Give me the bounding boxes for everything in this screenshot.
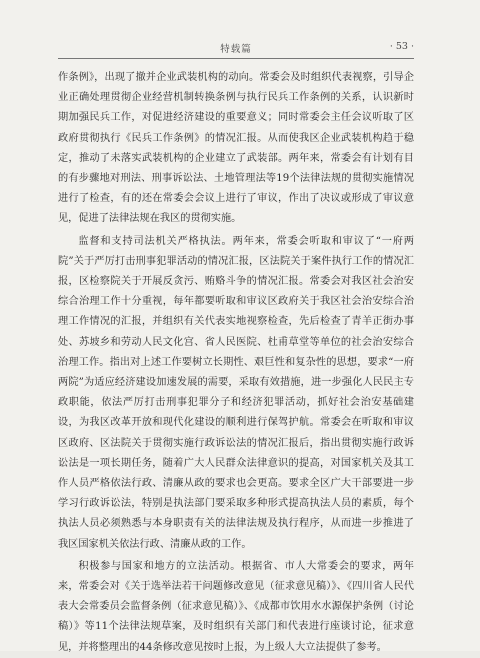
body-text [58,68,414,658]
section-title: 特载篇 [220,44,252,55]
page-number: · 53 · [389,41,414,52]
running-header [58,38,414,59]
paragraph-judicial-oversight: 监督和支持司法机关严格执法。两年来，常委会听取和审议了“一府两院”关于严厉打击刑事犯罪活动的情况汇报，区法院关于案件执行工作的情况汇报，区检察院关于开展反贪污、贿赂斗争的情况汇报。常委会对我区社会治安综合治理工作十分重视，每年都要听取和审议区政府关于我区社会治安综合治理工作情况的汇报，并组织有关代表实地视察检查，先后检查了青羊正街办事处、苏坡乡和劳动人民文化宫、省人民医院、杜甫草堂等单位的社会治安综合治理工作。指出对上述工作要树立长期性、艰巨性和复杂性的思想，要求“一府两院”为适应经济建设加速发展的需要，采取有效措施，进一步强化人民民主专政职能，依法严厉打击刑事犯罪分子和经济犯罪活动，抓好社会治安基础建设，为我区改革开放和现代化建设的顺利进行保驾护航。常委会在听取和审议区政府、区法院关于贯彻实施行政诉讼法的情况汇报后，指出贯彻实施行政诉讼法是一项长期任务，随着广大人民群众法律意识的提高，对国家机关及其工作人员严格依法行政、清廉从政的要求也会更高。要求全区广大干部要进一步学习行政诉讼法，特别是执法部门要采取多种形式提高执法人员的素质，每个执法人员必须熟悉与本身职责有关的法律法规及执行程序，从而进一步推进了我区国家机关依法行政、清廉从政的工作。 [58,235,414,550]
paragraph-continued: 作条例》，出现了撤并企业武装机构的动向。常委会及时组织代表视察，引导企业正确处理贯彻企业经营机制转换条例与执行民兵工作条例的关系，认识新时期加强民兵工作，对促进经济建设的重要意义；同时常委会主任会议听取了区政府贯彻执行《民兵工作条例》的情况汇报。从而使我区企业武装机构趋于稳定，推动了未落实武装机构的企业建立了武装部。两年来，常委会有计划有目的有步骤地对刑法、刑事诉讼法、土地管理法等19个法律法规的贯彻实施情况进行了检查，有的还在常委会会议上进行了审议，作出了决议或形成了审议意见，促进了法律法规在我区的贯彻实施。 [58,72,414,225]
paragraph-legislation: 积极参与国家和地方的立法活动。根据省、市人大常委会的要求，两年来，常委会对《关于选举法若干问题修改意见（征求意见稿）》、《四川省人民代表大会常委员会监督条例（征求意见稿）》、《成都市饮用水水源保护条例（讨论稿）》等11个法律法规草案，及时组织有关部门和代表进行座谈讨论，征求意见，并将整理出的44条修改意见按时上报，为上级人大立法提供了参考。 [58,560,414,653]
